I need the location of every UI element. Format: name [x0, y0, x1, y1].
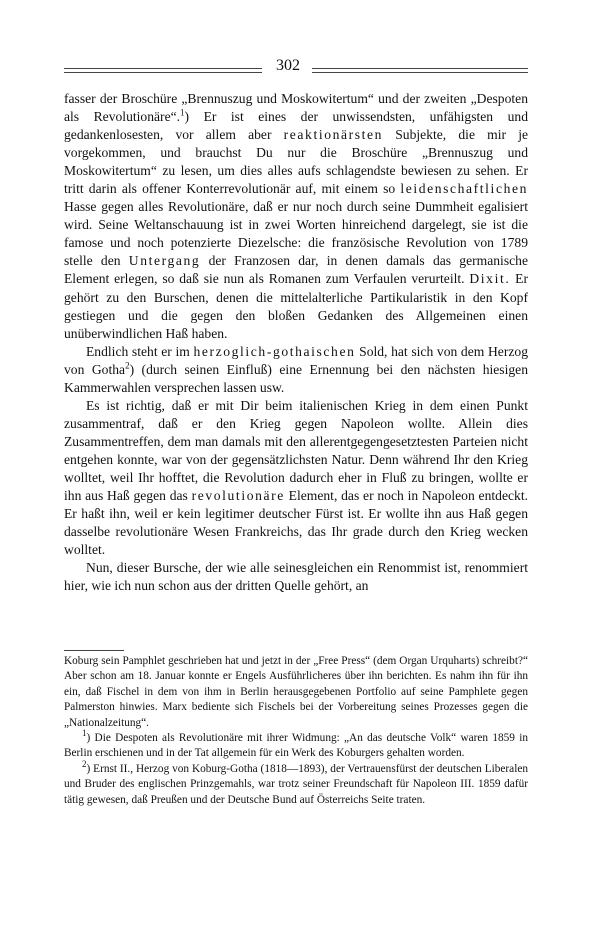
emphasis-text: leidenschaftlichen	[400, 181, 528, 197]
footnotes	[64, 654, 528, 808]
header-rule-left	[64, 68, 262, 73]
footnote-mark-1: 1	[82, 728, 87, 739]
page-header	[64, 56, 528, 76]
footnote-mark-2: 2	[82, 759, 87, 770]
footnote-separator	[64, 650, 124, 651]
footnote-continuation: Koburg sein Pamphlet geschrieben hat und jetzt in der „Free Press“ (dem Organ Urquharts) schreibt?“ Aber schon am 18. Januar konnte er Engels Ausführlicheres über ihn berichten. Es nahm ihn für ihn ein, daß Fischel in dem von ihm in Berlin herausgegebenen Portfolio auf seine Pamphlete gegen Palmerston hinwies. Marx bediente sich Fischels bei der Vorbereitung seines Prozesses gegen die „Nationalzeitung“.	[64, 655, 528, 729]
emphasis-text: revolutionäre	[191, 488, 285, 504]
emphasis-text: Untergang	[128, 253, 201, 269]
paragraph-4: Nun, dieser Bursche, der wie alle seinesgleichen ein Renommist ist, renommiert hier, wie ich nun schon aus der dritten Quelle gehört, an	[64, 560, 528, 594]
emphasis-text: herzoglich-gothaischen	[193, 343, 356, 359]
footnote-ref-1: 1	[180, 107, 185, 118]
paragraph-3: Es ist richtig, daß er mit Dir beim italienischen Krieg in dem einen Punkt zusammentraf, daß er den Krieg gegen Napoleon wollte. Allein dies Zusammentreffen, dem man damals mit den allerentgegengesetztesten Parteien nicht entgehen konnte, war von der gegensätzlichsten Natur. Denn während Ihr den Krieg wolltet, weil Ihr hofftet, die Revolution dadurch eher in Fluß zu bringen, wollte er ihn aus Haß gegen das revolutionäre Element, das er noch in Napoleon entdeckt. Er haßt ihn, weil er kein legitimer deutscher Fürst ist. Er wollte ihn aus Haß gegen dasselbe revolutionäre Wesen Frankreichs, das Ihr grade durch den Krieg wecken wolltet.	[64, 397, 528, 558]
main-text	[64, 90, 528, 595]
header-rule-right	[312, 68, 528, 73]
page-number: 302	[276, 57, 300, 74]
paragraph-2: Endlich steht er im herzoglich-gothaischen Sold, hat sich von dem Herzog von Gotha$^2$) (durch seinen Einfluß) eine Ernennung bei den nächsten hiesigen Kammerwahlen versprechen lassen usw.	[64, 343, 528, 395]
emphasis-text: Dixit.	[469, 271, 511, 287]
footnote-ref-2: 2	[125, 360, 130, 371]
footnote-1: $^1$) Die Despoten als Revolutionäre mit ihrer Widmung: „An das deutsche Volk“ waren 1859 in Berlin erschienen und in der Tat allgemein für ein Werk des Koburgers gehalten worden.	[64, 728, 528, 760]
emphasis-text: reaktionärsten	[283, 127, 384, 143]
paragraph-1: fasser der Broschüre „Brennuszug und Moskowitertum“ und der zweiten „Despoten als Revolutionäre“.$^1$) Er ist eines der unwissendsten, unfähigsten und gedankenlosesten, vor allem aber reaktionärsten Subjekte, die mir je vorgekommen, und brauchst Du nur die Broschüre „Brennuszug und Moskowitertum“ zu lesen, um dies alles aufs schlagendste bewiesen zu sehen. Er tritt darin als offener Konterrevolutionär auf, mit einem so leidenschaftlichen Hasse gegen alles Revolutionäre, daß er nur noch durch seine Dummheit egalisiert wird. Seine Weltanschauung ist in zwei Worten hinreichend dargelegt, sie ist die famose und noch potenzierte Diezelsche: die französische Revolution von 1789 stelle den Untergang der Franzosen dar, in denen damals das germanische Element erlegen, so daß sie nun als Romanen zum Verfaulen verurteilt. Dixit. Er gehört zu den Burschen, denen die mittelalterliche Partikularistik in den Kopf gestiegen und die gegen den bloßen Gedanken des Allgemeinen einen unüberwindlichen Haß haben.	[64, 91, 528, 341]
footnote-2: $^2$) Ernst II., Herzog von Koburg-Gotha (1818—1893), der Vertrauensfürst der deutschen Liberalen und Bruder des englischen Prinzgemahls, war trotz seiner Freundschaft für Napoleon III. 1859 dafür tätig gewesen, daß Preußen und der Deutsche Bund auf Österreichs Seite traten.	[64, 759, 528, 806]
